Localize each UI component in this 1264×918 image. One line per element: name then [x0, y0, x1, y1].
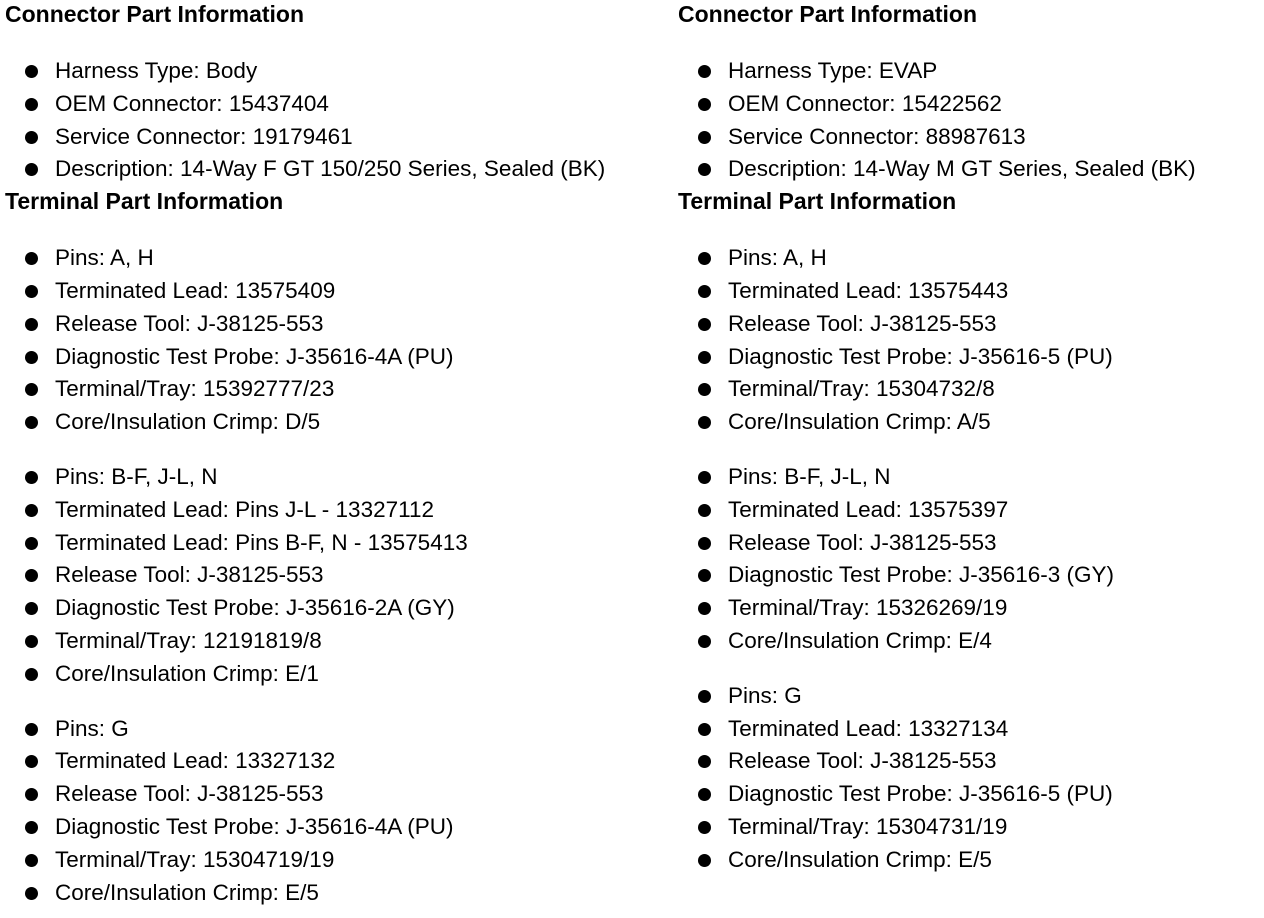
list-item: Description: 14-Way F GT 150/250 Series, Sealed (BK) [5, 153, 670, 186]
list-item: Core/Insulation Crimp: D/5 [5, 406, 670, 439]
bullet-icon [698, 285, 711, 298]
connector-part-heading: Connector Part Information [678, 1, 978, 27]
bullet-icon [698, 635, 711, 648]
left-connector-column [5, 0, 670, 909]
bullet-icon [25, 723, 38, 736]
list-item: Diagnostic Test Probe: J-35616-4A (PU) [5, 341, 670, 374]
list-item: Description: 14-Way M GT Series, Sealed (BK) [678, 153, 1258, 186]
list-item: Harness Type: EVAP [678, 55, 1258, 88]
list-item: Pins: B-F, J-L, N [678, 461, 1258, 494]
list-item: Harness Type: Body [5, 55, 670, 88]
list-item: Core/Insulation Crimp: E/1 [5, 658, 670, 691]
bullet-icon [25, 416, 38, 429]
list-item: Terminated Lead: Pins J-L - 13327112 [5, 494, 670, 527]
list-item: Service Connector: 19179461 [5, 121, 670, 154]
list-item: Terminal/Tray: 15304719/19 [5, 844, 670, 877]
bullet-icon [25, 504, 38, 517]
list-item: Release Tool: J-38125-553 [5, 308, 670, 341]
bullet-icon [25, 788, 38, 801]
terminal-part-heading: Terminal Part Information [5, 188, 284, 215]
list-item: Diagnostic Test Probe: J-35616-4A (PU) [5, 811, 670, 844]
list-item: Core/Insulation Crimp: E/5 [5, 877, 670, 910]
bullet-icon [25, 569, 38, 582]
bullet-icon [25, 887, 38, 900]
bullet-icon [25, 537, 38, 550]
bullet-icon [25, 821, 38, 834]
bullet-icon [25, 252, 38, 265]
list-item: Terminal/Tray: 12191819/8 [5, 625, 670, 658]
list-item: Terminal/Tray: 15304731/19 [678, 811, 1258, 844]
list-item: Release Tool: J-38125-553 [678, 527, 1258, 560]
bullet-icon [698, 854, 711, 867]
bullet-icon [698, 569, 711, 582]
list-item: Pins: G [5, 713, 670, 746]
list-item: Pins: G [678, 680, 1258, 713]
list-item: Terminated Lead: 13575409 [5, 275, 670, 308]
bullet-icon [25, 383, 38, 396]
terminal-group-list [678, 680, 1258, 877]
bullet-icon [25, 65, 38, 78]
terminal-group-list [5, 242, 670, 439]
bullet-icon [25, 318, 38, 331]
list-item: Diagnostic Test Probe: J-35616-3 (GY) [678, 559, 1258, 592]
list-item: Terminal/Tray: 15326269/19 [678, 592, 1258, 625]
bullet-icon [698, 690, 711, 703]
bullet-icon [698, 471, 711, 484]
bullet-icon [698, 602, 711, 615]
bullet-icon [25, 131, 38, 144]
bullet-icon [698, 252, 711, 265]
list-item: Terminated Lead: 13327132 [5, 745, 670, 778]
list-item: Diagnostic Test Probe: J-35616-2A (GY) [5, 592, 670, 625]
bullet-icon [25, 602, 38, 615]
connector-part-list [5, 55, 670, 186]
bullet-icon [698, 755, 711, 768]
list-item: Terminal/Tray: 15392777/23 [5, 373, 670, 406]
list-item: Terminated Lead: 13575397 [678, 494, 1258, 527]
list-item: Core/Insulation Crimp: A/5 [678, 406, 1258, 439]
list-item: OEM Connector: 15422562 [678, 88, 1258, 121]
list-item: Diagnostic Test Probe: J-35616-5 (PU) [678, 341, 1258, 374]
list-item: Service Connector: 88987613 [678, 121, 1258, 154]
bullet-icon [698, 788, 711, 801]
list-item: Terminated Lead: Pins B-F, N - 13575413 [5, 527, 670, 560]
list-item: Release Tool: J-38125-553 [5, 778, 670, 811]
bullet-icon [698, 351, 711, 364]
terminal-part-heading: Terminal Part Information [678, 188, 957, 215]
terminal-group-list [678, 461, 1258, 658]
bullet-icon [698, 163, 711, 176]
bullet-icon [698, 537, 711, 550]
bullet-icon [25, 635, 38, 648]
bullet-icon [698, 383, 711, 396]
bullet-icon [698, 98, 711, 111]
terminal-group-list [5, 461, 670, 691]
bullet-icon [698, 131, 711, 144]
bullet-icon [698, 504, 711, 517]
bullet-icon [25, 668, 38, 681]
bullet-icon [25, 471, 38, 484]
terminal-group-list [678, 242, 1258, 439]
list-item: Core/Insulation Crimp: E/4 [678, 625, 1258, 658]
right-connector-column [678, 0, 1258, 877]
bullet-icon [25, 755, 38, 768]
bullet-icon [25, 163, 38, 176]
bullet-icon [698, 416, 711, 429]
list-item: Pins: A, H [5, 242, 670, 275]
list-item: Terminated Lead: 13327134 [678, 713, 1258, 746]
bullet-icon [25, 285, 38, 298]
list-item: Release Tool: J-38125-553 [5, 559, 670, 592]
list-item: Diagnostic Test Probe: J-35616-5 (PU) [678, 778, 1258, 811]
bullet-icon [698, 318, 711, 331]
list-item: OEM Connector: 15437404 [5, 88, 670, 121]
bullet-icon [25, 351, 38, 364]
connector-part-list [678, 55, 1258, 186]
connector-part-heading: Connector Part Information [5, 1, 305, 27]
list-item: Release Tool: J-38125-553 [678, 745, 1258, 778]
bullet-icon [25, 854, 38, 867]
list-item: Terminal/Tray: 15304732/8 [678, 373, 1258, 406]
list-item: Pins: B-F, J-L, N [5, 461, 670, 494]
terminal-group-list [5, 713, 670, 910]
list-item: Terminated Lead: 13575443 [678, 275, 1258, 308]
list-item: Release Tool: J-38125-553 [678, 308, 1258, 341]
bullet-icon [698, 723, 711, 736]
list-item: Pins: A, H [678, 242, 1258, 275]
bullet-icon [698, 821, 711, 834]
list-item: Core/Insulation Crimp: E/5 [678, 844, 1258, 877]
bullet-icon [25, 98, 38, 111]
bullet-icon [698, 65, 711, 78]
